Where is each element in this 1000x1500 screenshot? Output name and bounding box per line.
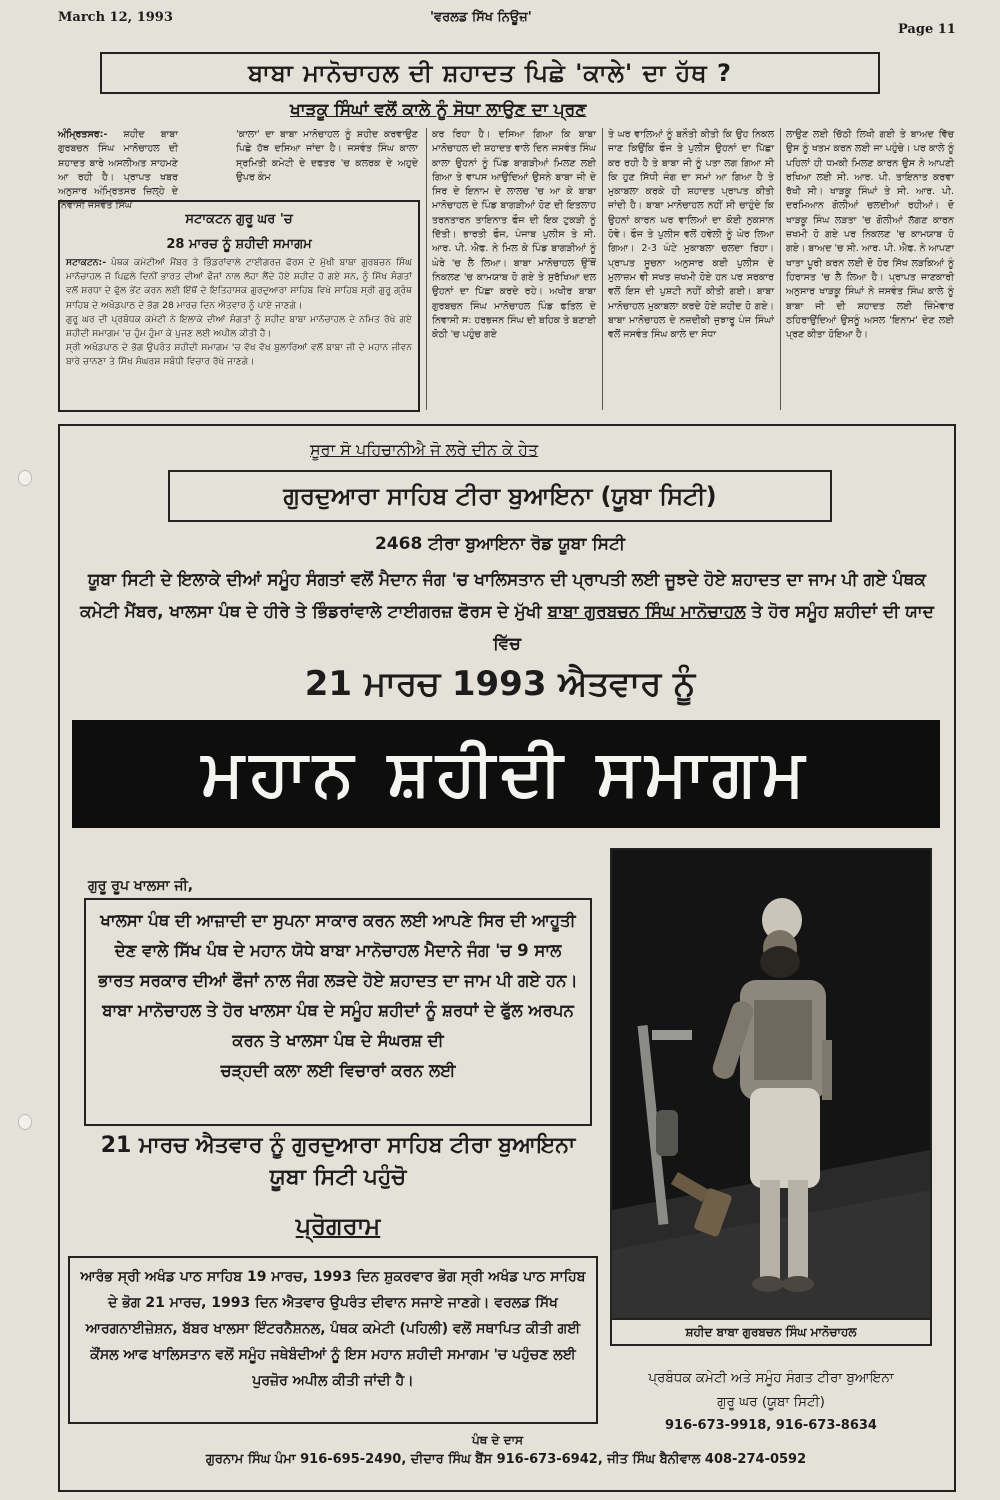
column-divider	[780, 128, 781, 410]
message-box	[84, 898, 592, 1126]
message-text: ਖਾਲਸਾ ਪੰਥ ਦੀ ਆਜ਼ਾਦੀ ਦਾ ਸੁਪਨਾ ਸਾਕਾਰ ਕਰਨ ਲਈ ਆਪਣੇ ਸਿਰ ਦੀ ਆਹੂਤੀ ਦੇਣ ਵਾਲੇ ਸਿੱਖ ਪੰਥ ਦੇ ਮਹਾਨ ਯੋਧੇ ਬਾਬਾ ਮਾਨੋਚਾਹਲ ਮੈਦਾਨੇ ਜੰਗ 'ਚ 9 ਸਾਲ ਭਾਰਤ ਸਰਕਾਰ ਦੀਆਂ ਫੌਜਾਂ ਨਾਲ ਜੰਗ ਲੜਦੇ ਹੋਏ ਸ਼ਹਾਦਤ ਦਾ ਜਾਮ ਪੀ ਗਏ ਹਨ। ਬਾਬਾ ਮਾਨੋਚਾਹਲ ਤੇ ਹੋਰ ਖਾਲਸਾ ਪੰਥ ਦੇ ਸਮੂੰਹ ਸ਼ਹੀਦਾਂ ਨੂੰ ਸ਼ਰਧਾਂ ਦੇ ਫੁੱਲ ਅਰਪਨ ਕਰਨ ਤੇ ਖਾਲਸਾ ਪੰਥ ਦੇ ਸੰਘਰਸ਼ ਦੀ	[98, 911, 578, 1050]
footer-contacts: ਗੁਰਨਾਮ ਸਿੰਘ ਪੰਮਾ 916-695-2490, ਦੀਦਾਰ ਸਿੰਘ ਬੈਂਸ 916-673-6942, ਜੀਤ ਸਿੰਘ ਬੈਨੀਵਾਲ 408-274-0592	[205, 1452, 807, 1467]
binder-hole	[18, 470, 32, 486]
event-date: 21 ਮਾਰਚ 1993 ਐਤਵਾਰ ਨੂੰ	[304, 664, 696, 704]
article-column-1	[58, 128, 178, 212]
gurdwara-name-box	[168, 470, 832, 522]
program-title: ਪ੍ਰੋਗਰਾਮ	[295, 1212, 381, 1240]
article-headline: ਬਾਬਾ ਮਾਨੋਚਾਹਲ ਦੀ ਸ਼ਹਾਦਤ ਪਿਛੇ 'ਕਾਲੇ' ਦਾ ਹੱਥ ?	[248, 59, 732, 87]
dedication-text-a: ਯੂਬਾ ਸਿਟੀ ਦੇ ਇਲਾਕੇ ਦੀਆਂ ਸਮੂੰਹ ਸੰਗਤਾਂ ਵਲੋਂ ਮੈਦਾਨ ਜੰਗ 'ਚ ਖਾਲਿਸਤਾਨ ਦੀ ਪ੍ਰਾਪਤੀ ਲਈ ਜੂਝਦੇ ਹੋਏ ਸ਼ਹਾਦਤ ਦਾ ਜਾਮ ਪੀ ਗਏ ਪੰਥਕ ਕਮੇਟੀ ਮੈਂਬਰ, ਖਾਲਸਾ ਪੰਥ ਦੇ ਹੀਰੇ ਤੇ ਭਿੰਡਰਾਂਵਾਲੇ ਟਾਈਗਰਜ਼ ਫੋਰਸ ਦੇ ਮੁੱਖੀ	[80, 570, 926, 622]
article-column-3-text: ਕਰ ਰਿਹਾ ਹੈ। ਦਸਿਆ ਗਿਆ ਕਿ ਬਾਬਾ ਮਾਨੋਚਾਹਲ ਦੀ ਸ਼ਹਾਦਤ ਵਾਲੇ ਦਿਨ ਜਸਵੰਤ ਸਿੰਘ ਕਾਲਾ ਉਹਨਾਂ ਨੂੰ ਪਿੰਡ ਬਾਗੜੀਆਂ ਮਿਲਣ ਲਈ ਗਿਆ ਤੇ ਵਾਪਸ ਆਉਦਿਆਂ ਉਸਨੇ ਬਾਬਾ ਜੀ ਦੇ ਸਿਰ ਦੇ ਇਨਾਮ ਦੇ ਲਾਲਚ 'ਚ ਆ ਕੇ ਬਾਬਾ ਮਾਨੋਚਾਹਲ ਦੇ ਪਿੰਡ ਬਾਗੜੀਆਂ ਹੋਣ ਦੀ ਇਤਲਾਹ ਤਰਨਤਾਰਨ ਤਾਇਨਾਤ ਫੌਜ ਦੀ ਇਕ ਟੁਕੜੀ ਨੂੰ ਦਿੱਤੀ। ਭਾਰਤੀ ਫੌਜ, ਪੰਜਾਬ ਪੁਲੀਸ ਤੇ ਸੀ. ਆਰ. ਪੀ. ਐਫ. ਨੇ ਮਿਲ ਕੇ ਪਿੰਡ ਬਾਗੜੀਆਂ ਨੂੰ ਘੇਰੇ 'ਚ ਲੈ ਲਿਆ। ਬਾਬਾ ਮਾਨੋਚਾਹਲ ਉੱਥੋਂ ਨਿਕਲਣ 'ਚ ਕਾਮਯਾਬ ਹੋ ਗਏ ਤੇ ਸੁਰੱਖਿਆ ਦਲ ਉਹਨਾਂ ਦਾ ਪਿੱਛਾ ਕਰਦੇ ਰਹੇ। ਅਖੀਰ ਬਾਬਾ ਗੁਰਬਚਨ ਸਿੰਘ ਮਾਨੋਚਾਹਲ ਪਿੰਡ ਫਤਿਲ ਦੇ ਨਿਵਾਸੀ ਸ: ਹਰਭਜਨ ਸਿੰਘ ਦੀ ਬਹਿਕ ਤੇ ਬਣਾਈ ਕੋਠੀ 'ਚ ਪਹੁੰਚ ਗਏ	[432, 129, 596, 341]
column-divider	[426, 128, 427, 410]
paper-name: 'ਵਰਲਡ ਸਿੱਖ ਨਿਊਜ਼'	[430, 10, 532, 25]
martyr-photo	[610, 848, 932, 1320]
dedication-name: ਬਾਬਾ ਗੁਰਬਚਨ ਸਿੰਘ ਮਾਨੋਚਾਹਲ	[547, 602, 746, 622]
article-column-1-text: ਸ਼ਹੀਦ ਬਾਬਾ ਗੁਰਬਚਨ ਸਿੰਘ ਮਾਨੋਚਾਹਲ ਦੀ ਸ਼ਹਾਦਤ ਬਾਰੇ ਅਸਲੀਅਤ ਸਾਹਮਣੇ ਆ ਰਹੀ ਹੈ। ਪ੍ਰਾਪਤ ਖਬਰ ਅਨੁਸਾਰ ਅੰਮ੍ਰਿਤਸਰ ਜ਼ਿਲ੍ਹੇ ਦੇ ਨਿਵਾਸੀ ਜਸਵੰਤ ਸਿੰਘ	[58, 129, 178, 212]
article-column-5	[786, 128, 954, 412]
stockton-body	[66, 256, 412, 370]
article-column-4-text: ਤੇ ਘਰ ਵਾਲਿਆਂ ਨੂੰ ਬਨੌਤੀ ਕੀਤੀ ਕਿ ਉਹ ਨਿਕਲ ਜਾਣ ਕਿਉਂਕਿ ਫੌਜ ਤੇ ਪੁਲੀਸ ਉਹਨਾਂ ਦਾ ਪਿੱਛਾ ਕਰ ਰਹੀ ਹੈ ਤੇ ਬਾਬਾ ਜੀ ਨੂੰ ਪਤਾ ਲਗ ਗਿਆ ਸੀ ਕਿ ਹੁਣ ਸਿੱਧੀ ਜੰਗ ਦਾ ਸਮਾਂ ਆ ਗਿਆ ਹੈ ਤੇ ਮੁਕਾਬਲਾ ਕਰਕੇ ਹੀ ਸ਼ਹਾਦਤ ਪ੍ਰਾਪਤ ਕੀਤੀ ਜਾਂਦੀ ਹੈ। ਬਾਬਾ ਮਾਨੋਚਾਹਲ ਨਹੀਂ ਸੀ ਚਾਹੁੰਦੇ ਕਿ ਉਹਨਾਂ ਕਾਰਨ ਘਰ ਵਾਲਿਆਂ ਦਾ ਕੋਈ ਨੁਕਸਾਨ ਹੋਵੇ। ਫੌਜ ਤੇ ਪੁਲੀਸ ਵਲੋਂ ਹਵੇਲੀ ਨੂੰ ਘੇਰ ਲਿਆ ਗਿਆ। 2-3 ਘੰਟੇ ਮੁਕਾਬਲਾ ਚਲਦਾ ਰਿਹਾ। ਪ੍ਰਾਪਤ ਸੂਚਨਾ ਅਨੁਸਾਰ ਕਈ ਪੁਲੀਸ ਦੇ ਮੁਲਾਜ਼ਮ ਵੀ ਸਖਤ ਜ਼ਖਮੀ ਹੋਏ ਹਨ ਪਰ ਸਰਕਾਰ ਵਲੋਂ ਇਸ ਦੀ ਪੁਸ਼ਟੀ ਨਹੀਂ ਕੀਤੀ ਗਈ। ਬਾਬਾ ਮਾਨੋਚਾਹਲ ਮੁਕਾਬਲਾ ਕਰਦੇ ਹੋਏ ਸ਼ਹੀਦ ਹੋ ਗਏ। ਬਾਬਾ ਮਾਨੋਚਾਹਲ ਦੇ ਨਜ਼ਦੀਕੀ ਜੁਝਾਰੂ ਪੰਜ ਸਿੰਘਾਂ ਵਲੋਂ ਜਸਵੰਤ ਸਿੰਘ ਕਾਲੇ ਦਾ ਸੋਧਾ	[608, 129, 774, 341]
stockton-title-1: ਸਟਾਕਟਨ ਗੁਰੂ ਘਰ 'ਚ	[185, 212, 293, 227]
stockton-title-2: 28 ਮਾਰਚ ਨੂੰ ਸ਼ਹੀਦੀ ਸਮਾਗਮ	[166, 237, 312, 252]
stockton-paragraph-1: ਪੰਥਕ ਕਮੇਟੀਆਂ ਮੈਂਬਰ ਤੇ ਭਿੰਡਰਾਂਵਾਲੇ ਟਾਈਗਰਜ਼ ਫੋਰਸ ਦੇ ਮੁੱਖੀ ਬਾਬਾ ਗੁਰਬਚਨ ਸਿੰਘ ਮਾਨੋਚਾਹਲ ਜੋ ਪਿਛਲੇ ਦਿਨੀਂ ਭਾਰਤ ਦੀਆਂ ਫੌਜਾਂ ਨਾਲ ਲੋਹਾ ਲੈਂਦੇ ਹੋਏ ਸ਼ਹੀਦ ਹੋ ਗਏ ਸਨ, ਨੂੰ ਸਿੱਖ ਸੰਗਤਾਂ ਵਲੋਂ ਸ਼ਰਧਾ ਦੇ ਫੁੱਲ ਭੇਂਟ ਕਰਨ ਲਈ ਇੱਥੋਂ ਦੇ ਇਤਿਹਾਸਕ ਗੁਰਦੁਆਰਾ ਸਾਹਿਬ ਵਿਖੇ ਸਾਹਿਬ ਸ੍ਰੀ ਗੁਰੂ ਗ੍ਰੰਥ ਸਾਹਿਬ ਦੇ ਅਖੰਡਪਾਠ ਦੇ ਭੋਗ 28 ਮਾਰਚ ਦਿਨ ਐਤਵਾਰ ਨੂੰ ਪਾਏ ਜਾਣਗੇ।	[66, 257, 413, 311]
ad-tagline: ਸੂਰਾ ਸੋ ਪਹਿਚਾਨੀਐ ਜੋ ਲਰੇ ਦੀਨ ਕੇ ਹੇਤ	[310, 440, 539, 459]
martyr-photo-image	[612, 850, 930, 1318]
program-text: ਆਰੰਭ ਸ੍ਰੀ ਅਖੰਡ ਪਾਠ ਸਾਹਿਬ 19 ਮਾਰਚ, 1993 ਦਿਨ ਸ਼ੁਕਰਵਾਰ ਭੋਗ ਸ੍ਰੀ ਅਖੰਡ ਪਾਠ ਸਾਹਿਬ ਦੇ ਭੋਗ 21 ਮਾਰਚ, 1993 ਦਿਨ ਐਤਵਾਰ ਉਪਰੰਤ ਦੀਵਾਨ ਸਜਾਏ ਜਾਣਗੇ। ਵਰਲਡ ਸਿੱਖ ਆਰਗਨਾਈਜ਼ੇਸ਼ਨ, ਬੱਬਰ ਖਾਲਸਾ ਇੰਟਰਨੈਸ਼ਨਲ, ਪੰਥਕ ਕਮੇਟੀ (ਪਹਿਲੀ) ਵਲੋਂ ਸਥਾਪਿਤ ਕੀਤੀ ਗਈ ਕੌਂਸਲ ਆਫ ਖਾਲਿਸਤਾਨ ਵਲੋਂ ਸਮੂੰਹ ਜਥੇਬੰਦੀਆਂ ਨੂੰ ਇਸ ਮਹਾਨ ਸ਼ਹੀਦੀ ਸਮਾਗਮ 'ਚ ਪਹੁੰਚਣ ਲਈ ਪੁਰਜ਼ੋਰ ਅਪੀਲ ਕੀਤੀ ਜਾਂਦੀ ਹੈ।	[80, 1269, 586, 1389]
ad-dedication	[68, 564, 946, 660]
stockton-dateline: ਸਟਾਕਟਨ:-	[66, 257, 107, 268]
dateline: ਅੰਮ੍ਰਿਤਸਰ:-	[58, 129, 108, 140]
organizer-line-2: ਗੁਰੂ ਘਰ (ਯੂਬਾ ਸਿਟੀ)	[717, 1394, 825, 1410]
stockton-paragraph-3: ਸ੍ਰੀ ਅਖੰਡਪਾਠ ਦੇ ਭੋਗ ਉਪਰੰਤ ਸ਼ਹੀਦੀ ਸਮਾਗਮ 'ਚ ਵੱਖ ਵੱਖ ਬੁਲਾਰਿਆਂ ਵਲੋਂ ਬਾਬਾ ਜੀ ਦੇ ਮਹਾਨ ਜੀਵਨ ਬਾਰੇ ਚਾਨਣਾ ਤੇ ਸਿੱਖ ਸੰਘਰਸ਼ ਸਬੰਧੀ ਵਿਚਾਰ ਰੱਖੇ ਜਾਣਗੇ।	[66, 342, 412, 368]
article-column-5-text: ਲਾਉਣ ਲਈ ਚਿੱਠੀ ਲਿਖੀ ਗਈ ਤੇ ਬਾਅਦ ਵਿੱਚ ਉਸ ਨੂੰ ਖਤਮ ਕਰਨ ਲਈ ਜਾ ਪਹੁੰਚੇ। ਪਰ ਕਾਲੇ ਨੂੰ ਪਹਿਲਾਂ ਹੀ ਧਮਕੀ ਮਿਲਣ ਕਾਰਨ ਉਸ ਨੇ ਆਪਣੀ ਰਖਿਆ ਲਈ ਸੀ. ਆਰ. ਪੀ. ਤਾਇਨਾਤ ਕਰਵਾ ਰੱਖੀ ਸੀ। ਖਾੜਕੂ ਸਿੰਘਾਂ ਤੇ ਸੀ. ਆਰ. ਪੀ. ਦਰਮਿਆਨ ਗੋਲੀਆਂ ਚਲਦੀਆਂ ਰਹੀਆਂ। ਦੋ ਖਾੜਕੂ ਸਿੰਘ ਲੜਤਾ 'ਚ ਗੋਲੀਆਂ ਲੱਗਣ ਕਾਰਨ ਜ਼ਖਮੀ ਹੋ ਗਏ ਪਰ ਨਿਕਲਣ 'ਚ ਕਾਮਯਾਬ ਹੋ ਗਏ। ਬਾਅਦ 'ਚ ਸੀ. ਆਰ. ਪੀ. ਐਫ. ਨੇ ਆਪਣਾ ਖਾਤਾ ਪੂਰੀ ਕਰਨ ਲਈ ਦੋ ਹੋਰ ਸਿੱਖ ਲੜਕਿਆਂ ਨੂੰ ਹਿਰਾਸਤ 'ਚ ਲੈ ਲਿਆ ਹੈ। ਪ੍ਰਾਪਤ ਜਾਣਕਾਰੀ ਅਨੁਸਾਰ ਖਾੜਕੂ ਸਿੰਘਾਂ ਨੇ ਜਸਵੰਤ ਸਿੰਘ ਕਾਲੇ ਨੂੰ ਬਾਬਾ ਜੀ ਦੀ ਸ਼ਹਾਦਤ ਲਈ ਜ਼ਿੰਮੇਵਾਰ ਠਹਿਰਾਉਂਦਿਆਂ ਉਸਨੂੰ ਅਸਲ 'ਇਨਾਮ' ਦੇਣ ਲਈ ਪ੍ਰਣ ਕੀਤਾ ਹੋਇਆ ਹੈ।	[786, 129, 954, 341]
article-column-4	[608, 128, 774, 412]
binder-hole	[18, 1114, 32, 1130]
organizer-line-1: ਪ੍ਰਬੰਧਕ ਕਮੇਟੀ ਅਤੇ ਸਮੂੰਹ ਸੰਗਤ ਟੀਰਾ ਬੁਆਇਨਾ	[648, 1370, 894, 1386]
stockton-paragraph-2: ਗੁਰੂ ਘਰ ਦੀ ਪ੍ਰਬੰਧਕ ਕਮੇਟੀ ਨੇ ਇਲਾਕੇ ਦੀਆਂ ਸੰਗਤਾਂ ਨੂੰ ਸ਼ਹੀਦ ਬਾਬਾ ਮਾਨੋਚਾਹਲ ਦੇ ਨਮਿਤ ਰੱਖੇ ਗਏ ਸ਼ਹੀਦੀ ਸਮਾਗਮ 'ਚ ਹੁੰਮ ਹੁੰਮਾ ਕੇ ਪੁਜਣ ਲਈ ਅਪੀਲ ਕੀਤੀ ਹੈ।	[66, 313, 412, 340]
organizer	[598, 1366, 944, 1414]
stockton-news-box	[58, 200, 420, 412]
salutation: ਗੁਰੂ ਰੂਪ ਖਾਲਸਾ ਜੀ,	[88, 878, 194, 894]
article-headline-box	[100, 52, 880, 94]
call-to-attend: 21 ਮਾਰਚ ਐਤਵਾਰ ਨੂੰ ਗੁਰਦੁਆਰਾ ਸਾਹਿਬ ਟੀਰਾ ਬੁਆਇਨਾ ਯੂਬਾ ਸਿਟੀ ਪਹੁੰਚੋ	[100, 1133, 576, 1190]
event-banner	[72, 720, 940, 828]
signoff: ਪੰਥ ਦੇ ਦਾਸ	[472, 1433, 524, 1447]
organizer-phones: 916-673-9918, 916-673-8634	[665, 1418, 877, 1433]
article-column-3	[432, 128, 596, 412]
article-column-2-text: 'ਕਾਲਾ' ਦਾ ਬਾਬਾ ਮਾਨੋਚਾਹਲ ਨੂੰ ਸ਼ਹੀਦ ਕਰਵਾਉਣ ਪਿਛੇ ਹੱਥ ਦਸਿਆ ਜਾਂਦਾ ਹੈ। ਜਸਵੰਤ ਸਿੰਘ ਕਾਲਾ ਸ੍ਰਮਿਤੀ ਕਮੇਟੀ ਦੇ ਦਫਤਰ 'ਚ ਕਲਰਕ ਦੇ ਅਹੁਦੇ ਉਪਰ ਕੰਮ	[236, 129, 418, 183]
issue-date: March 12, 1993	[58, 10, 173, 25]
gurdwara-address: 2468 ਟੀਰਾ ਬੁਆਇਨਾ ਰੋਡ ਯੂਬਾ ਸਿਟੀ	[374, 534, 626, 554]
photo-caption: ਸ਼ਹੀਦ ਬਾਬਾ ਗੁਰਬਚਨ ਸਿੰਘ ਮਾਨੋਚਾਹਲ	[610, 1320, 932, 1346]
message-tail: ਚੜ੍ਹਦੀ ਕਲਾ ਲਈ ਵਿਚਾਰਾਂ ਕਰਨ ਲਈ	[220, 1061, 456, 1080]
program-box	[68, 1256, 598, 1424]
column-divider	[602, 128, 603, 410]
gurdwara-name: ਗੁਰਦੁਆਰਾ ਸਾਹਿਬ ਟੀਰਾ ਬੁਆਇਨਾ (ਯੂਬਾ ਸਿਟੀ)	[283, 482, 717, 510]
dedication-text-b: ਤੇ ਹੋਰ ਸਮੂੰਹ ਸ਼ਹੀਦਾਂ ਦੀ ਯਾਦ ਵਿੱਚ	[493, 602, 934, 654]
article-column-2	[236, 128, 418, 196]
article-subheadline: ਖਾੜਕੂ ਸਿੰਘਾਂ ਵਲੋਂ ਕਾਲੇ ਨੂੰ ਸੋਧਾ ਲਾਉਣ ਦਾ ਪ੍ਰਣ	[290, 100, 587, 120]
page-number: Page 11	[898, 22, 956, 37]
event-banner-text: ਮਹਾਨ ਸ਼ਹੀਦੀ ਸਮਾਗਮ	[201, 737, 811, 811]
